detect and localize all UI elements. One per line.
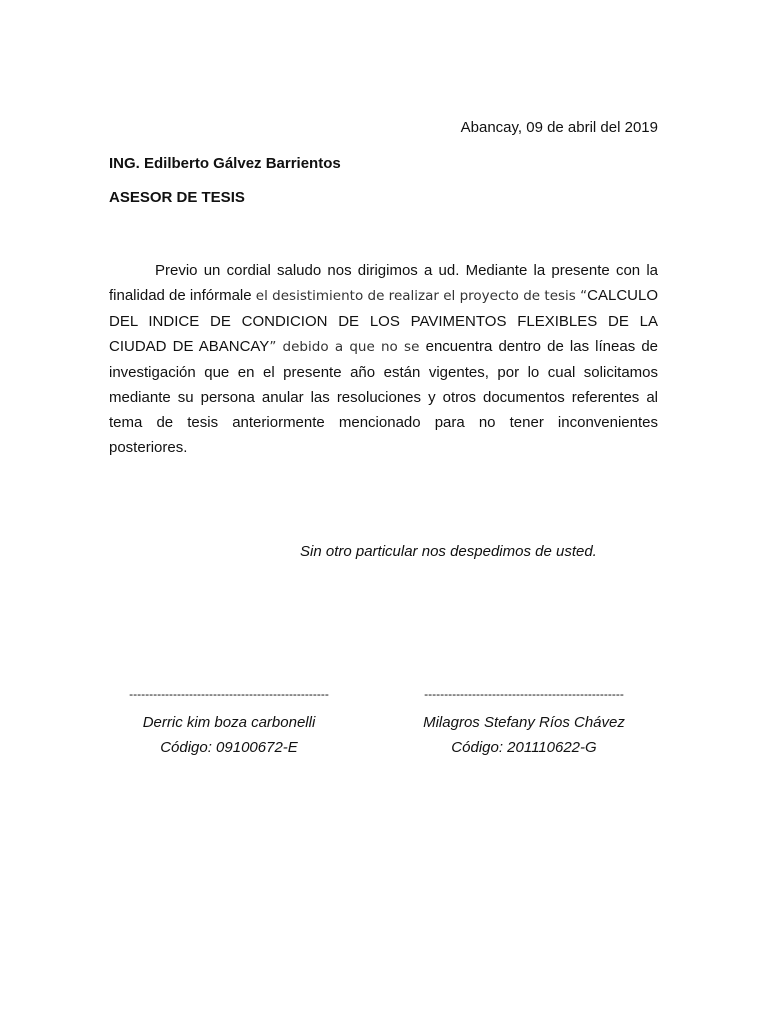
signature-line: -------------------------------------------------- xyxy=(424,688,624,701)
thesis-title: CALCULO DEL INDICE DE CONDICION DE LOS PAVIMENTOS FLEXIBLES DE LA CIUDAD DE ABANCAY xyxy=(109,287,658,355)
signer-code: Código: 09100672-E xyxy=(160,739,298,756)
body-text-part-1: Previo un cordial saludo nos dirigimos a ud. Mediante la presente con la finalidad de infórmale xyxy=(109,262,658,304)
signature-block-left xyxy=(109,688,349,756)
body-text-part-2: el desistimiento de realizar el proyecto de tesis “ xyxy=(255,288,588,304)
signature-block-right xyxy=(402,688,646,756)
signature-line: -------------------------------------------------- xyxy=(129,688,329,701)
closing-line: Sin otro particular nos despedimos de usted. xyxy=(300,543,597,560)
letter-body xyxy=(109,258,658,460)
recipient-role: ASESOR DE TESIS xyxy=(109,189,245,206)
body-text-part-5: encuentra dentro de las líneas de investigación que en el presente año están vigentes, por lo cual solicitamos mediante su persona anular las resoluciones y otros documentos referentes al tema de tesis anteriormente mencionado para no tener inconvenientes posteriores. xyxy=(109,338,659,456)
signer-name: Derric kim boza carbonelli xyxy=(142,714,316,731)
body-text-part-4: ” debido a que no se xyxy=(269,339,426,355)
letter-date: Abancay, 09 de abril del 2019 xyxy=(460,119,658,136)
signer-code: Código: 201110622-G xyxy=(451,739,597,756)
signer-name: Milagros Stefany Ríos Chávez xyxy=(423,714,625,731)
recipient-name: ING. Edilberto Gálvez Barrientos xyxy=(109,155,341,172)
